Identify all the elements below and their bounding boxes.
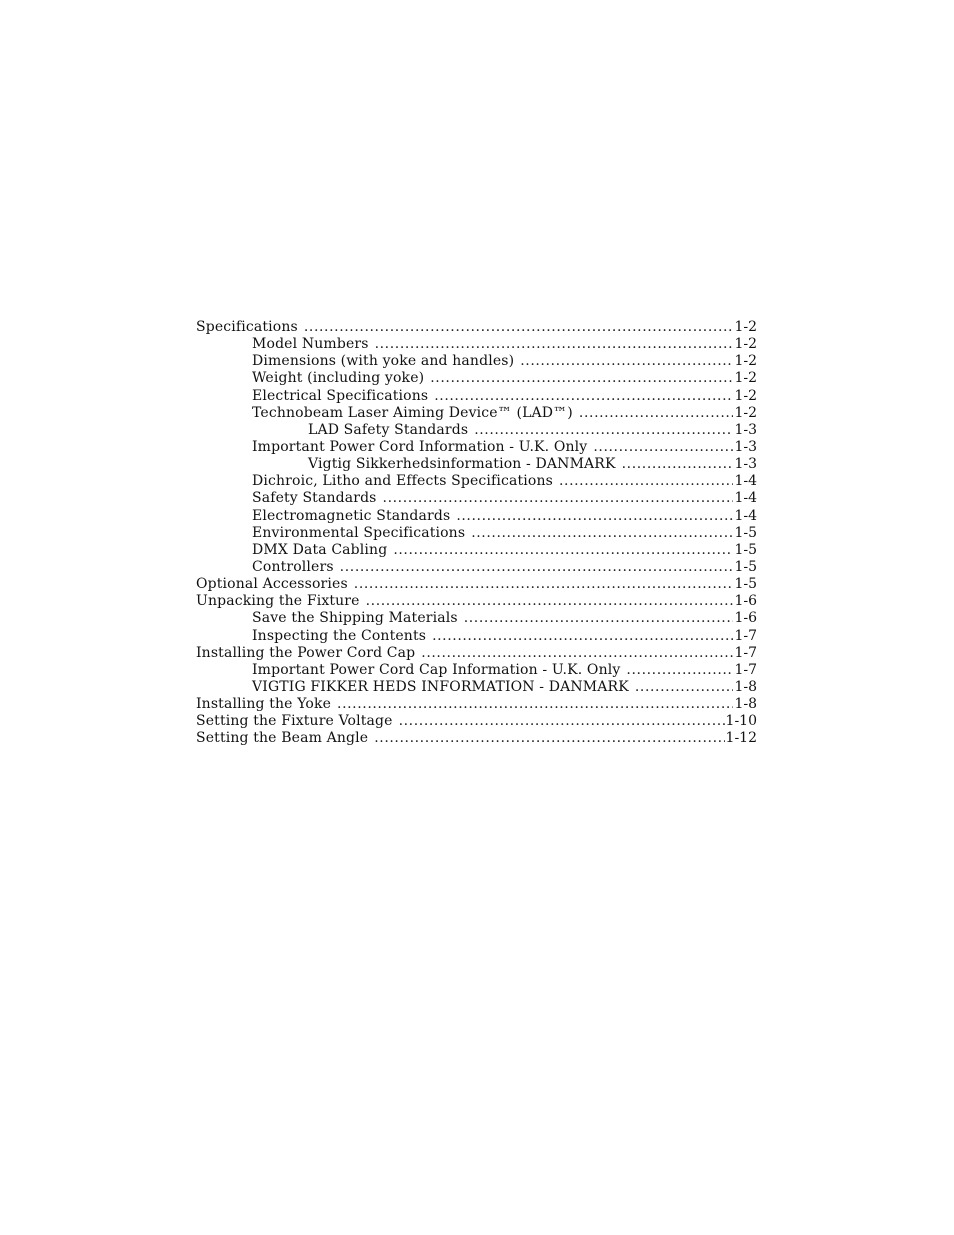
toc-entry-page: 1-2 — [734, 336, 757, 353]
toc-dot-leader — [374, 730, 724, 747]
toc-dot-leader — [340, 559, 734, 576]
toc-entry-page: 1-4 — [734, 490, 757, 507]
toc-entry — [196, 730, 757, 747]
toc-entry-page: 1-5 — [734, 541, 757, 558]
toc-entry-page: 1-10 — [725, 713, 757, 730]
toc-dot-leader — [393, 542, 733, 559]
toc-dot-leader — [520, 353, 733, 370]
toc-dot-leader — [593, 439, 733, 456]
toc-entry-title: Inspecting the Contents — [252, 627, 427, 644]
toc-entry-page: 1-3 — [734, 438, 757, 455]
toc-dot-leader — [456, 508, 733, 525]
toc-dot-leader — [464, 610, 734, 627]
toc-dot-leader — [383, 490, 734, 507]
table-of-contents — [196, 319, 757, 748]
toc-dot-leader — [354, 576, 734, 593]
toc-entry-page: 1-5 — [734, 524, 757, 541]
toc-entry-page: 1-7 — [734, 627, 757, 644]
toc-entry-page: 1-2 — [734, 353, 757, 370]
toc-entry — [196, 422, 757, 439]
toc-entry-title: Important Power Cord Cap Information - U.K. Only — [252, 661, 621, 678]
toc-entry-page: 1-5 — [734, 576, 757, 593]
toc-entry-title: Installing the Yoke — [196, 696, 332, 713]
toc-entry — [196, 542, 757, 559]
toc-entry-title: Save the Shipping Materials — [252, 610, 458, 627]
toc-dot-leader — [432, 628, 733, 645]
toc-entry-title: Setting the Fixture Voltage — [196, 713, 393, 730]
toc-entry-title: Model Numbers — [252, 336, 369, 353]
toc-entry-page: 1-2 — [734, 319, 757, 335]
toc-entry-page: 1-5 — [734, 558, 757, 575]
toc-entry-page: 1-3 — [734, 456, 757, 473]
toc-dot-leader — [635, 679, 734, 696]
toc-entry-title: LAD Safety Standards — [308, 421, 469, 438]
toc-entry-page: 1-7 — [734, 661, 757, 678]
toc-entry-title: DMX Data Cabling — [252, 541, 388, 558]
toc-dot-leader — [375, 336, 734, 353]
toc-entry — [196, 456, 757, 473]
toc-entry-title: Dimensions (with yoke and handles) — [252, 353, 515, 370]
toc-entry — [196, 353, 757, 370]
toc-entry — [196, 662, 757, 679]
toc-entry-page: 1-3 — [734, 421, 757, 438]
toc-entry — [196, 645, 757, 662]
toc-entry-page: 1-4 — [734, 473, 757, 490]
toc-dot-leader — [622, 456, 734, 473]
toc-entry-page: 1-4 — [734, 507, 757, 524]
toc-entry-title: Electrical Specifications — [252, 387, 429, 404]
toc-dot-leader — [474, 422, 733, 439]
toc-entry — [196, 508, 757, 525]
toc-entry — [196, 473, 757, 490]
toc-entry — [196, 370, 757, 387]
toc-entry-title: Technobeam Laser Aiming Device™ (LAD™) — [252, 404, 573, 421]
toc-entry — [196, 439, 757, 456]
toc-entry-page: 1-6 — [734, 610, 757, 627]
toc-dot-leader — [430, 370, 733, 387]
toc-entry — [196, 559, 757, 576]
toc-entry-title: Optional Accessories — [196, 576, 348, 593]
toc-entry — [196, 319, 757, 336]
toc-dot-leader — [366, 593, 734, 610]
toc-entry-title: Specifications — [196, 319, 298, 335]
toc-entry-title: Setting the Beam Angle — [196, 730, 369, 747]
toc-entry — [196, 696, 757, 713]
toc-entry-title: Important Power Cord Information - U.K. Only — [252, 438, 588, 455]
toc-entry — [196, 336, 757, 353]
toc-entry-page: 1-7 — [734, 644, 757, 661]
toc-entry — [196, 679, 757, 696]
toc-entry — [196, 576, 757, 593]
toc-entry-page: 1-2 — [734, 404, 757, 421]
toc-entry-title: VIGTIG FIKKER HEDS INFORMATION - DANMARK — [252, 678, 629, 695]
toc-entry-title: Installing the Power Cord Cap — [196, 644, 416, 661]
toc-entry-title: Environmental Specifications — [252, 524, 466, 541]
toc-dot-leader — [626, 662, 733, 679]
toc-dot-leader — [579, 405, 734, 422]
toc-entry — [196, 713, 757, 730]
toc-dot-leader — [399, 713, 725, 730]
toc-entry-title: Electromagnetic Standards — [252, 507, 451, 524]
toc-entry-title: Weight (including yoke) — [252, 370, 425, 387]
toc-entry — [196, 525, 757, 542]
toc-entry — [196, 628, 757, 645]
toc-entry — [196, 388, 757, 405]
toc-dot-leader — [471, 525, 733, 542]
toc-entry — [196, 610, 757, 627]
toc-entry-title: Unpacking the Fixture — [196, 593, 360, 610]
toc-entry-title: Controllers — [252, 558, 334, 575]
toc-entry-title: Vigtig Sikkerhedsinformation - DANMARK — [308, 456, 616, 473]
toc-entry — [196, 490, 757, 507]
toc-entry-page: 1-8 — [734, 678, 757, 695]
toc-dot-leader — [434, 388, 733, 405]
toc-entry — [196, 593, 757, 610]
toc-dot-leader — [421, 645, 733, 662]
toc-entry-page: 1-12 — [725, 730, 757, 747]
toc-entry — [196, 405, 757, 422]
toc-entry-page: 1-8 — [734, 696, 757, 713]
toc-entry-page: 1-6 — [734, 593, 757, 610]
toc-dot-leader — [337, 696, 733, 713]
toc-entry-title: Dichroic, Litho and Effects Specifications — [252, 473, 553, 490]
toc-dot-leader — [559, 473, 733, 490]
toc-entry-title: Safety Standards — [252, 490, 377, 507]
toc-entry-page: 1-2 — [734, 387, 757, 404]
toc-entry-page: 1-2 — [734, 370, 757, 387]
toc-dot-leader — [304, 319, 734, 336]
